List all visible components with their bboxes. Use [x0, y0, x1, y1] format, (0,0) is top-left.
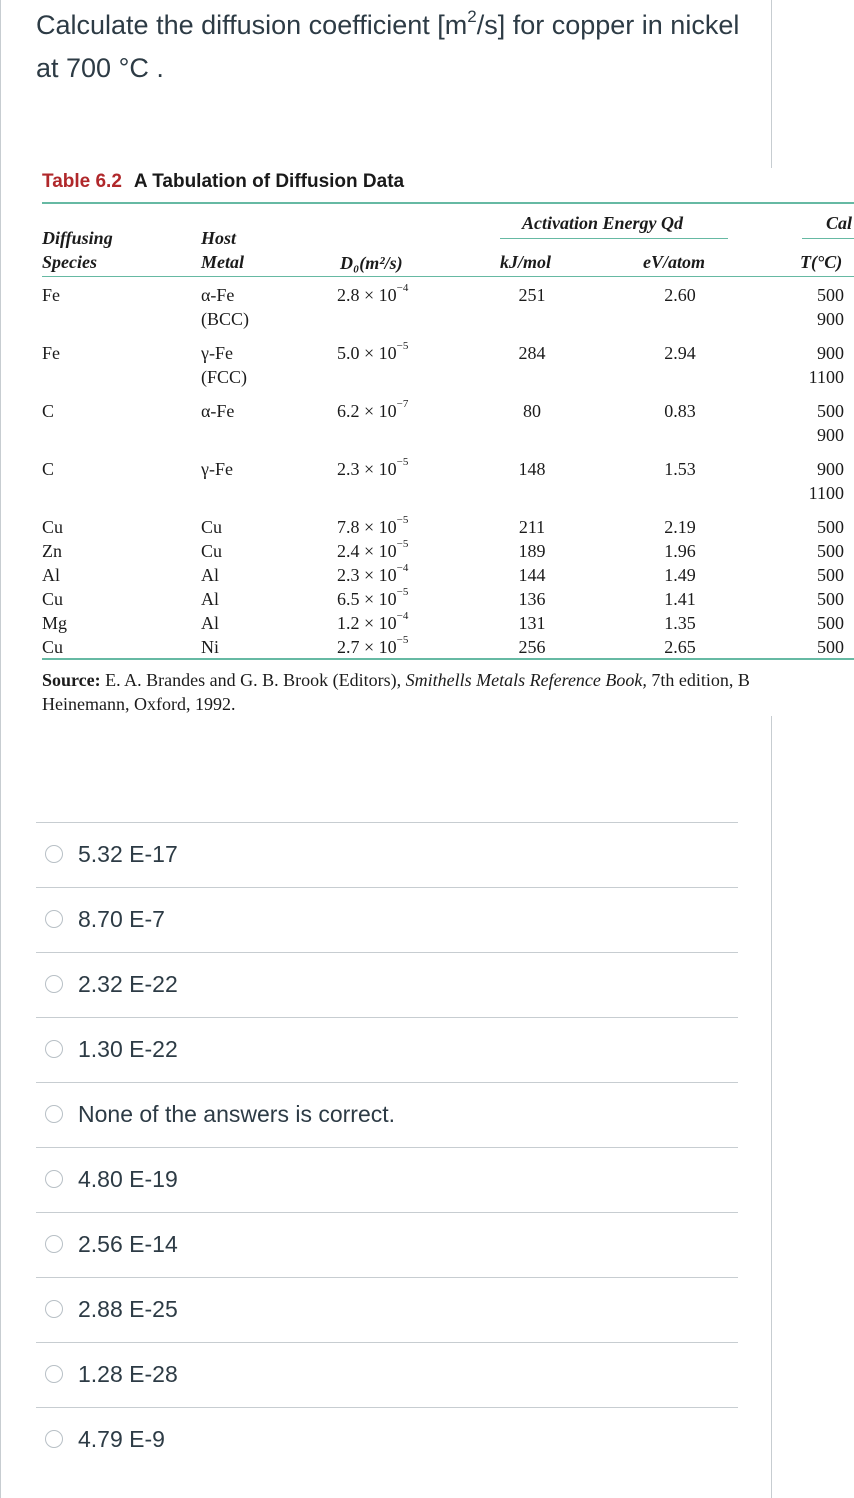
radio-button[interactable]: [45, 1040, 63, 1058]
d0-exponent: −5: [396, 340, 409, 352]
header-ev-atom: eV/atom: [643, 252, 705, 272]
cell-species: C: [42, 459, 55, 479]
d0-exponent: −4: [396, 282, 409, 294]
answer-option-label[interactable]: 8.70 E-7: [78, 906, 165, 932]
header-d0: D₀(m²/s): [340, 253, 403, 273]
cell-temp: 900: [817, 309, 844, 329]
d0-mantissa: 5.0 × 10: [337, 343, 397, 363]
header-kj-mol: kJ/mol: [500, 252, 552, 272]
cell-temp: 500: [817, 517, 844, 537]
cell-host: Al: [201, 565, 219, 585]
cell-species: Mg: [42, 613, 68, 633]
header-host: Host: [201, 228, 237, 248]
cell-d0: [337, 611, 408, 635]
right-border: [771, 0, 772, 168]
cell-ev-atom: 1.53: [664, 459, 696, 479]
radio-button[interactable]: [45, 1235, 63, 1253]
answer-option-label[interactable]: 5.32 E-17: [78, 841, 178, 867]
question-superscript: 2: [467, 7, 477, 26]
cell-kj-mol: 136: [518, 589, 546, 609]
cell-d0: [337, 515, 408, 539]
answer-option-label[interactable]: 2.32 E-22: [78, 971, 178, 997]
d0-mantissa: 2.3 × 10: [337, 565, 397, 585]
d0-exponent: −5: [396, 538, 409, 550]
answer-option-label[interactable]: 2.56 E-14: [78, 1231, 178, 1257]
answer-option[interactable]: [36, 1147, 738, 1212]
cell-ev-atom: 1.35: [664, 613, 696, 633]
cell-temp: 500: [817, 401, 844, 421]
d0-mantissa: 7.8 × 10: [337, 517, 397, 537]
source-label: Source:: [42, 670, 101, 690]
d0-exponent: −7: [396, 398, 409, 410]
answer-option[interactable]: [36, 1212, 738, 1277]
question-part: Calculate the diffusion coefficient [m: [36, 10, 468, 40]
cell-temp: 500: [817, 589, 844, 609]
d0-mantissa: 1.2 × 10: [337, 613, 397, 633]
table-caption: [42, 171, 404, 193]
radio-button[interactable]: [45, 1430, 63, 1448]
d0-mantissa: 6.5 × 10: [337, 589, 397, 609]
cell-d0: [337, 283, 408, 307]
radio-button[interactable]: [45, 1365, 63, 1383]
cell-temp: 1100: [808, 367, 844, 387]
cell-kj-mol: 189: [518, 541, 546, 561]
cell-ev-atom: 2.65: [664, 637, 696, 657]
cell-temp: 500: [817, 637, 844, 657]
cell-temp: 900: [817, 459, 844, 479]
source-book: Smithells Metals Reference Book,: [405, 670, 647, 690]
table-number: Table 6.2: [42, 171, 122, 192]
cell-d0: [337, 563, 408, 587]
cell-species: Fe: [42, 343, 60, 363]
cell-host: Ni: [201, 637, 219, 657]
cell-d0: [337, 341, 408, 365]
table-source: [42, 668, 750, 716]
d0-exponent: −5: [396, 586, 409, 598]
cell-temp: 500: [817, 541, 844, 561]
cell-species: Al: [42, 565, 60, 585]
cell-species: Fe: [42, 285, 60, 305]
cell-host: γ-Fe: [201, 343, 233, 363]
answer-option-label[interactable]: 4.79 E-9: [78, 1426, 165, 1452]
cell-temp: 500: [817, 285, 844, 305]
cell-temp: 900: [817, 343, 844, 363]
table-top-rule: [42, 202, 854, 204]
header-species: Species: [42, 252, 97, 272]
question-part: /s] for copper in nickel at 700 °C .: [36, 10, 740, 83]
d0-mantissa: 2.4 × 10: [337, 541, 397, 561]
cell-kj-mol: 148: [518, 459, 546, 479]
cell-species: Cu: [42, 517, 64, 537]
cell-ev-atom: 2.94: [664, 343, 696, 363]
cell-species: Cu: [42, 637, 64, 657]
cell-species: Zn: [42, 541, 62, 561]
answer-options: [36, 822, 738, 1472]
cell-ev-atom: 0.83: [664, 401, 696, 421]
cell-d0: [337, 539, 408, 563]
radio-button[interactable]: [45, 1300, 63, 1318]
header-diffusing: Diffusing: [42, 228, 113, 248]
cell-host-structure: (FCC): [201, 367, 248, 387]
cell-host: Cu: [201, 517, 223, 537]
cell-d0: [337, 587, 408, 611]
answer-option[interactable]: [36, 822, 738, 887]
cell-host-structure: (BCC): [201, 309, 250, 329]
header-calculated: Cal: [826, 213, 853, 233]
cell-kj-mol: 251: [518, 285, 546, 305]
cell-host: Al: [201, 589, 219, 609]
d0-mantissa: 2.8 × 10: [337, 285, 397, 305]
radio-button[interactable]: [45, 845, 63, 863]
radio-button[interactable]: [45, 975, 63, 993]
answer-option[interactable]: [36, 887, 738, 952]
cell-temp: 500: [817, 613, 844, 633]
cell-ev-atom: 1.96: [664, 541, 696, 561]
cell-ev-atom: 2.60: [664, 285, 696, 305]
answer-option-label[interactable]: 1.28 E-28: [78, 1361, 178, 1387]
cell-temp: 500: [817, 565, 844, 585]
radio-button[interactable]: [45, 1105, 63, 1123]
source-text: Heinemann, Oxford, 1992.: [42, 694, 236, 714]
answer-option[interactable]: [36, 1342, 738, 1407]
cell-d0: [337, 635, 408, 659]
answer-option[interactable]: [36, 952, 738, 1017]
answer-option-label[interactable]: 4.80 E-19: [78, 1166, 178, 1192]
right-border: [771, 716, 772, 1498]
d0-exponent: −5: [396, 634, 409, 646]
cell-host: Al: [201, 613, 219, 633]
cell-species: Cu: [42, 589, 64, 609]
answer-option[interactable]: [36, 1407, 738, 1472]
cell-kj-mol: 211: [518, 517, 546, 537]
cell-d0: [337, 457, 408, 481]
source-text: 7th edition, B: [646, 670, 750, 690]
answer-option[interactable]: [36, 1017, 738, 1082]
d0-mantissa: 2.3 × 10: [337, 459, 397, 479]
table-bottom-rule: [42, 658, 854, 660]
cell-ev-atom: 2.19: [664, 517, 696, 537]
d0-exponent: −4: [396, 562, 409, 574]
d0-mantissa: 2.7 × 10: [337, 637, 397, 657]
header-subrule: [500, 238, 728, 239]
d0-exponent: −5: [396, 514, 409, 526]
d0-exponent: −5: [396, 456, 409, 468]
d0-exponent: −4: [396, 610, 409, 622]
source-text: E. A. Brandes and G. B. Brook (Editors),: [100, 670, 406, 690]
header-bottom-rule: [42, 276, 854, 277]
header-metal: Metal: [201, 252, 244, 272]
cell-kj-mol: 284: [518, 343, 546, 363]
cell-host: Cu: [201, 541, 223, 561]
answer-option[interactable]: [36, 1277, 738, 1342]
cell-kj-mol: 144: [518, 565, 546, 585]
d0-mantissa: 6.2 × 10: [337, 401, 397, 421]
cell-temp: 1100: [808, 483, 844, 503]
cell-kj-mol: 131: [518, 613, 546, 633]
answer-option-label[interactable]: None of the answers is correct.: [78, 1101, 396, 1127]
answer-option[interactable]: [36, 1082, 738, 1147]
cell-kj-mol: 80: [523, 401, 541, 421]
radio-button[interactable]: [45, 910, 63, 928]
answer-option-label[interactable]: 1.30 E-22: [78, 1036, 178, 1062]
cell-d0: [337, 399, 408, 423]
cell-kj-mol: 256: [518, 637, 546, 657]
header-temp: T(°C): [800, 252, 843, 272]
cell-host: α-Fe: [201, 285, 235, 305]
header-subrule: [802, 238, 854, 239]
cell-ev-atom: 1.49: [664, 565, 696, 585]
diffusion-data-table: [0, 168, 854, 718]
cell-host: α-Fe: [201, 401, 235, 421]
question-text: [36, 4, 756, 90]
table-title: A Tabulation of Diffusion Data: [133, 171, 405, 192]
cell-temp: 900: [817, 425, 844, 445]
cell-host: γ-Fe: [201, 459, 233, 479]
answer-option-label[interactable]: 2.88 E-25: [78, 1296, 178, 1322]
cell-ev-atom: 1.41: [664, 589, 696, 609]
cell-species: C: [42, 401, 55, 421]
header-activation-energy: Activation Energy Qd: [522, 213, 683, 233]
radio-button[interactable]: [45, 1170, 63, 1188]
